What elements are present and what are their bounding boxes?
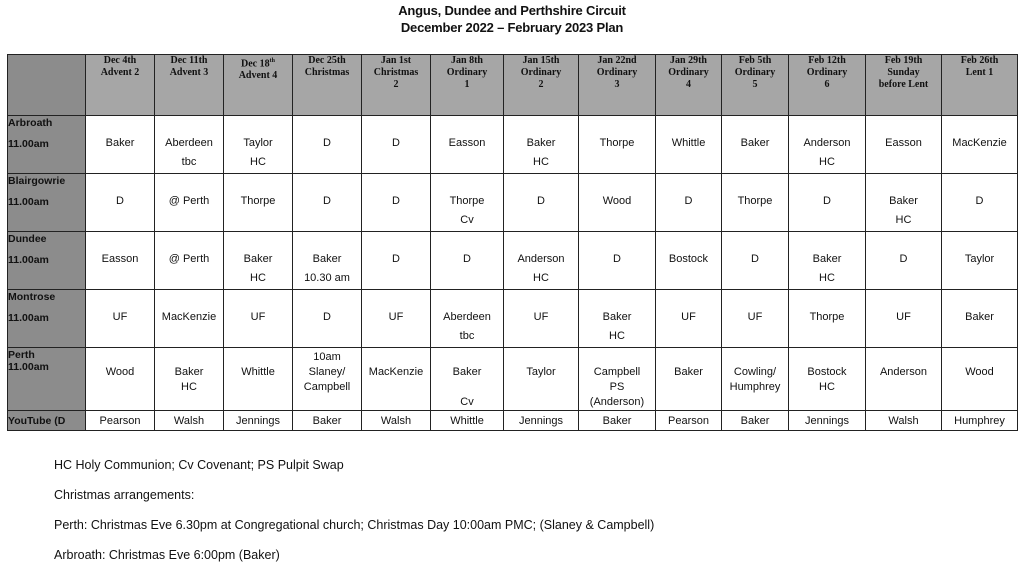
preacher-cell: Baker HC — [504, 116, 579, 174]
church-row — [8, 290, 1018, 348]
service-time: 11.00am — [8, 254, 49, 266]
preacher-cell: Aberdeen tbc — [155, 116, 224, 174]
preacher-cell: Baker — [722, 116, 789, 174]
preacher-cell: D — [579, 232, 656, 290]
preacher-cell: UF — [656, 290, 722, 348]
preacher-cell: @ Perth — [155, 232, 224, 290]
column-header: Feb 5th Ordinary 5 — [722, 55, 789, 116]
legend-key: HC Holy Communion; Cv Covenant; PS Pulpit Swap — [54, 458, 344, 472]
preacher-cell: D — [362, 174, 431, 232]
preacher-cell: Pearson — [86, 411, 155, 431]
preacher-cell: D — [431, 232, 504, 290]
preacher-cell: D — [656, 174, 722, 232]
preacher-cell: Easson — [86, 232, 155, 290]
column-header: Dec 25th Christmas — [293, 55, 362, 116]
preacher-cell: Baker Cv — [431, 348, 504, 411]
preacher-cell: Humphrey — [942, 411, 1018, 431]
column-header: Feb 12th Ordinary 6 — [789, 55, 866, 116]
preacher-cell: Jennings — [224, 411, 293, 431]
preacher-cell: Baker HC — [789, 232, 866, 290]
preacher-cell: UF — [362, 290, 431, 348]
document-title: Angus, Dundee and Perthshire Circuit — [398, 3, 626, 18]
preacher-cell: Easson — [431, 116, 504, 174]
preacher-cell: Baker — [656, 348, 722, 411]
church-label — [8, 116, 86, 174]
corner-cell — [8, 55, 86, 116]
preacher-cell: Taylor — [942, 232, 1018, 290]
preacher-cell: @ Perth — [155, 174, 224, 232]
church-row — [8, 411, 1018, 431]
preacher-cell: Wood — [942, 348, 1018, 411]
document-subtitle: December 2022 – February 2023 Plan — [400, 20, 624, 35]
church-row — [8, 116, 1018, 174]
preacher-cell: D — [866, 232, 942, 290]
preacher-cell: Easson — [866, 116, 942, 174]
preacher-cell: D — [293, 116, 362, 174]
service-time: 11.00am — [8, 138, 49, 150]
column-header: Jan 22nd Ordinary 3 — [579, 55, 656, 116]
preacher-cell: Baker — [579, 411, 656, 431]
preacher-cell: UF — [504, 290, 579, 348]
preacher-cell: D — [789, 174, 866, 232]
preacher-cell: Jennings — [789, 411, 866, 431]
preacher-cell: Baker HC — [155, 348, 224, 411]
preacher-cell: Wood — [579, 174, 656, 232]
preacher-cell: Thorpe — [579, 116, 656, 174]
column-header: Feb 19th Sunday before Lent — [866, 55, 942, 116]
preacher-cell: Baker HC — [224, 232, 293, 290]
preacher-cell: Thorpe — [224, 174, 293, 232]
column-header: Jan 1st Christmas 2 — [362, 55, 431, 116]
preacher-cell: Thorpe — [722, 174, 789, 232]
arbroath-christmas-note: Arbroath: Christmas Eve 6:00pm (Baker) — [54, 548, 280, 562]
preacher-cell: Baker — [722, 411, 789, 431]
preacher-cell: UF — [86, 290, 155, 348]
preacher-cell: UF — [722, 290, 789, 348]
church-name: Arbroath — [8, 117, 53, 129]
preacher-cell: Pearson — [656, 411, 722, 431]
preacher-cell: UF — [224, 290, 293, 348]
preacher-cell: Jennings — [504, 411, 579, 431]
church-name: Blairgowrie — [8, 175, 66, 187]
column-header: Jan 8th Ordinary 1 — [431, 55, 504, 116]
preacher-cell: Anderson — [866, 348, 942, 411]
preacher-cell: D — [504, 174, 579, 232]
church-name: Perth — [8, 349, 35, 361]
preacher-cell: Anderson HC — [504, 232, 579, 290]
preacher-cell: Baker — [86, 116, 155, 174]
church-row — [8, 174, 1018, 232]
service-time: 11.00am — [8, 361, 49, 373]
header-row — [8, 55, 1018, 116]
preacher-cell: Baker HC — [579, 290, 656, 348]
preacher-cell: Whittle — [224, 348, 293, 411]
preacher-cell: Aberdeen tbc — [431, 290, 504, 348]
preacher-cell: MacKenzie — [155, 290, 224, 348]
preacher-cell: MacKenzie — [362, 348, 431, 411]
preacher-cell: D — [942, 174, 1018, 232]
preacher-cell: Taylor — [504, 348, 579, 411]
column-header: Jan 29th Ordinary 4 — [656, 55, 722, 116]
church-label — [8, 232, 86, 290]
preacher-cell: D — [362, 232, 431, 290]
preacher-cell: Baker HC — [866, 174, 942, 232]
preacher-cell: Wood — [86, 348, 155, 411]
preacher-cell: Bostock — [656, 232, 722, 290]
perth-christmas-note: Perth: Christmas Eve 6.30pm at Congregational church; Christmas Day 10:00am PMC; (Slaney & Campbell) — [54, 518, 655, 532]
church-label — [8, 290, 86, 348]
preacher-cell: Thorpe — [789, 290, 866, 348]
preacher-cell: Baker — [942, 290, 1018, 348]
preaching-plan-table — [7, 54, 1018, 431]
service-time: 11.00am — [8, 312, 49, 324]
column-header: Dec 4th Advent 2 — [86, 55, 155, 116]
preacher-cell: Whittle — [656, 116, 722, 174]
preacher-cell: D — [722, 232, 789, 290]
church-name: Dundee — [8, 233, 47, 245]
preacher-cell: Walsh — [362, 411, 431, 431]
service-time: 11.00am — [8, 196, 49, 208]
preacher-cell: Baker 10.30 am — [293, 232, 362, 290]
preacher-cell: D — [86, 174, 155, 232]
preacher-cell: D — [293, 174, 362, 232]
church-label — [8, 348, 86, 411]
christmas-heading: Christmas arrangements: — [54, 488, 195, 502]
preacher-cell: Baker — [293, 411, 362, 431]
church-row — [8, 348, 1018, 411]
church-name: Montrose — [8, 291, 56, 303]
preacher-cell: Anderson HC — [789, 116, 866, 174]
preacher-cell: Walsh — [866, 411, 942, 431]
column-header: Dec 18th Advent 4 — [224, 55, 293, 116]
preacher-cell: Whittle — [431, 411, 504, 431]
preacher-cell: Thorpe Cv — [431, 174, 504, 232]
church-label — [8, 411, 86, 431]
preacher-cell: Bostock HC — [789, 348, 866, 411]
church-name: YouTube (D — [8, 414, 66, 427]
preacher-cell: Cowling/ Humphrey — [722, 348, 789, 411]
preacher-cell: Campbell PS (Anderson) — [579, 348, 656, 411]
church-label — [8, 174, 86, 232]
preacher-cell: 10am Slaney/ Campbell — [293, 348, 362, 411]
preacher-cell: D — [293, 290, 362, 348]
preacher-cell: Taylor HC — [224, 116, 293, 174]
preacher-cell: D — [362, 116, 431, 174]
preacher-cell: Walsh — [155, 411, 224, 431]
column-header: Dec 11th Advent 3 — [155, 55, 224, 116]
preacher-cell: UF — [866, 290, 942, 348]
column-header: Jan 15th Ordinary 2 — [504, 55, 579, 116]
column-header: Feb 26th Lent 1 — [942, 55, 1018, 116]
preacher-cell: MacKenzie — [942, 116, 1018, 174]
church-row — [8, 232, 1018, 290]
